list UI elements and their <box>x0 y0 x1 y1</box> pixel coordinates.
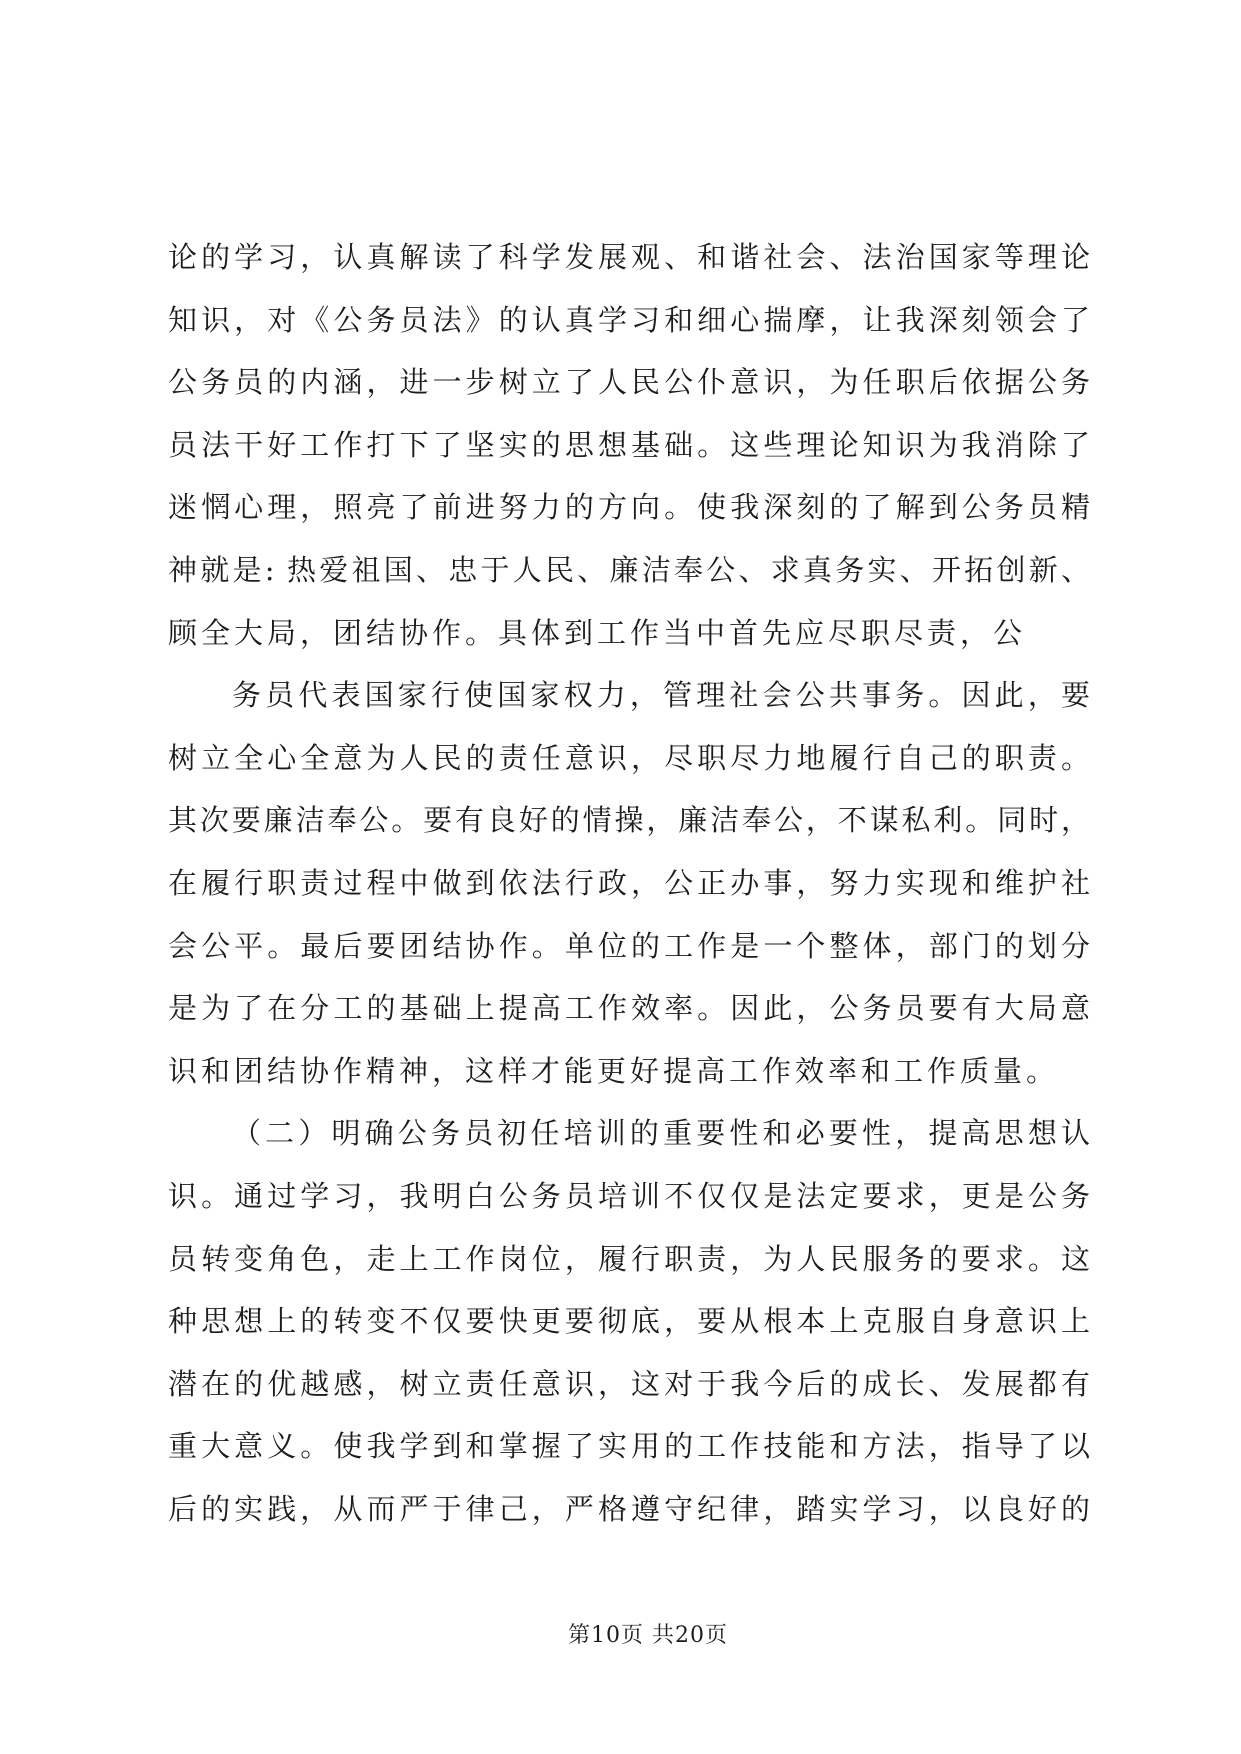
text-line: 潜在的优越感，树立责任意识，这对于我今后的成长、发展都有 <box>168 1366 1090 1401</box>
text-line: 迷惘心理，照亮了前进努力的方向。使我深刻的了解到公务员精 <box>168 490 1090 525</box>
page-number-footer: 第10页 共20页 <box>568 1623 728 1648</box>
text-line: 树立全心全意为人民的责任意识，尽职尽力地履行自己的职责。 <box>168 740 1090 775</box>
text-line: 识和团结协作精神，这样才能更好提高工作效率和工作质量。 <box>168 1053 1060 1088</box>
text-line: 识。通过学习，我明白公务员培训不仅仅是法定要求，更是公务 <box>168 1178 1090 1213</box>
text-line: （二）明确公务员初任培训的重要性和必要性，提高思想认 <box>232 1116 1090 1151</box>
text-line: 后的实践，从而严于律己，严格遵守纪律，踏实学习，以良好的 <box>168 1491 1090 1526</box>
text-line: 在履行职责过程中做到依法行政，公正办事，努力实现和维护社 <box>168 865 1090 900</box>
paragraph <box>168 664 1090 1102</box>
text-line: 知识，对《公务员法》的认真学习和细心揣摩，让我深刻领会了 <box>168 302 1090 337</box>
text-line: 会公平。最后要团结协作。单位的工作是一个整体，部门的划分 <box>168 928 1090 963</box>
text-line: 种思想上的转变不仅要快更要彻底，要从根本上克服自身意识上 <box>168 1304 1090 1339</box>
text-line: 员转变角色，走上工作岗位，履行职责，为人民服务的要求。这 <box>168 1241 1090 1276</box>
text-line: 是为了在分工的基础上提高工作效率。因此，公务员要有大局意 <box>168 991 1090 1026</box>
text-line: 论的学习，认真解读了科学发展观、和谐社会、法治国家等理论 <box>168 240 1090 274</box>
text-line: 顾全大局，团结协作。具体到工作当中首先应尽职尽责，公 <box>168 615 1027 650</box>
text-line: 员法干好工作打下了坚实的思想基础。这些理论知识为我消除了 <box>168 427 1090 462</box>
text-line: 其次要廉洁奉公。要有良好的情操，廉洁奉公，不谋私利。同时， <box>168 803 1090 838</box>
text-line: 务员代表国家行使国家权力，管理社会公共事务。因此，要 <box>232 678 1090 713</box>
text-line: 公务员的内涵，进一步树立了人民公仆意识，为任职后依据公务 <box>168 365 1090 400</box>
paragraph <box>168 226 1090 664</box>
text-line: 重大意义。使我学到和掌握了实用的工作技能和方法，指导了以 <box>168 1429 1090 1464</box>
paragraph <box>168 1102 1090 1540</box>
document-body <box>168 226 1090 1540</box>
text-line: 神就是: 热爱祖国、忠于人民、廉洁奉公、求真务实、开拓创新、 <box>168 552 1090 587</box>
